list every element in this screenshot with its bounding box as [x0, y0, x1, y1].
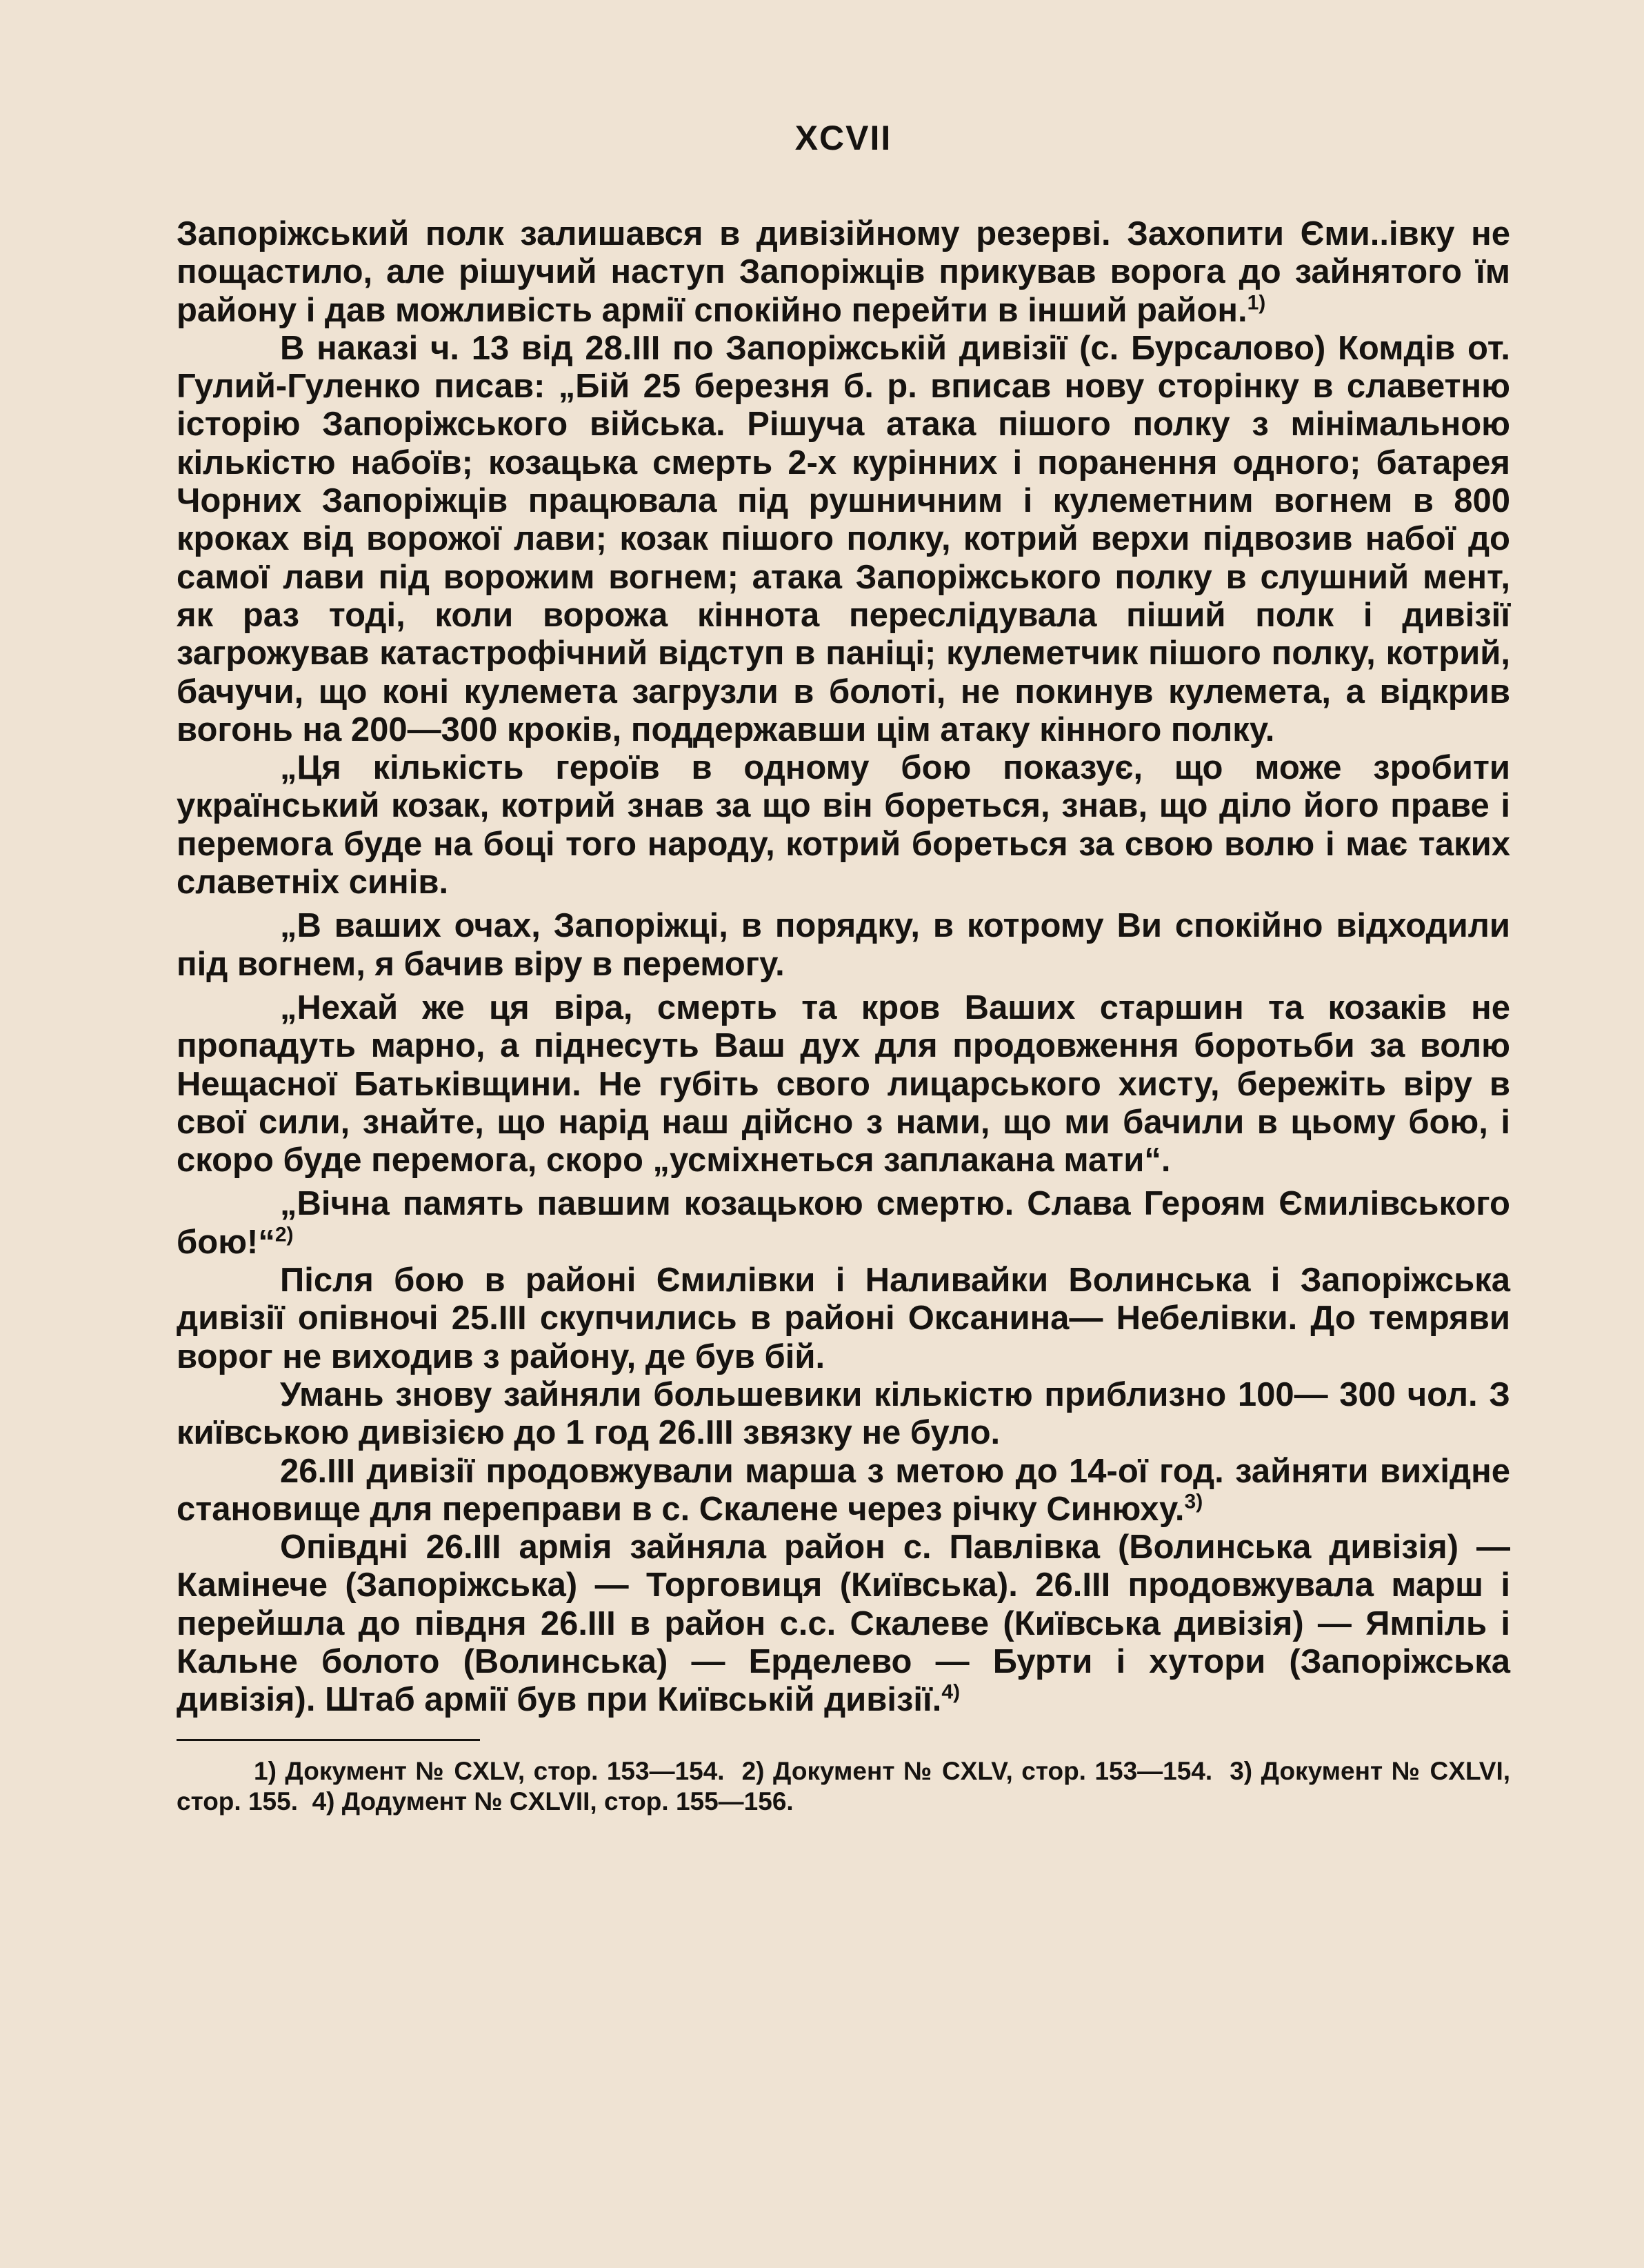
footnote-1: 1) Документ № CXLV, стор. 153—154.: [254, 1756, 725, 1785]
paragraph-1: Запоріжський полк залишався в дивізійному резерві. Захопити Єми..івку не пощастило, але рішучий наступ Запоріжців прикував ворога до зайнятого їм району і дав можливість армії спокійно перейти в інший район.$^{1)}$: [177, 215, 1510, 329]
footnote-ref-3[interactable]: 3): [1184, 1490, 1203, 1513]
footnote-2: 2) Документ № CXLV, стор. 153—154.: [741, 1756, 1213, 1785]
paragraph-6: „Вічна память павшим козацькою смертю. Слава Героям Ємилівського бою!“$^{2)}$: [177, 1185, 1510, 1261]
footnote-ref-2[interactable]: 2): [274, 1223, 294, 1246]
footnote-divider: [177, 1739, 480, 1741]
paragraph-3: „Ця кількість героїв в одному бою показує, що може зробити український козак, котрий знав за що він бореться, знав, що діло його праве і перемога буде на боці того народу, котрий бореться за свою волю і має таких славетніх синів.: [177, 749, 1510, 902]
paragraph-5: „Нехай же ця віра, смерть та кров Ваших старшин та козаків не пропадуть марно, а піднесуть Ваш дух для продовження боротьби за волю Нещасної Батьківщини. Не губіть свого лицарського хисту, бережіть віру в свої сили, знайте, що нарід наш дійсно з нами, що ми бачили в цьому бою, і скоро буде перемога, скоро „усміхнеться заплакана мати“.: [177, 988, 1510, 1180]
paragraph-4: „В ваших очах, Запоріжці, в порядку, в котрому Ви спокійно відходили під вогнем, я бачив віру в перемогу.: [177, 907, 1510, 983]
footnotes: [177, 1756, 1510, 1817]
paragraph-10: Опівдні 26.ІІІ армія зайняла район с. Павлівка (Волинська дивізія) — Камінече (Запоріжська) — Торговиця (Київська). 26.ІІІ продовжувала марш і перейшла до півдня 26.ІІІ в район с.с. Скалеве (Київська дивізія) — Ямпіль і Кальне болото (Волинська) — Ерделево — Бурти і хутори (Запоріжська дивізія). Штаб армії був при Київській дивізії.$^{4)}$: [177, 1529, 1510, 1719]
footnote-ref-1[interactable]: 1): [1247, 291, 1266, 315]
body-text: [177, 215, 1510, 1720]
footnote-3: 3) Документ № CXLVI, стор. 155.: [177, 1756, 1511, 1816]
paragraph-2: В наказі ч. 13 від 28.ІІІ по Запоріжській дивізії (с. Бурсалово) Комдів от. Гулий-Гуленко писав: „Бій 25 березня б. р. вписав нову сторінку в славетню історію Запоріжського війська. Рішуча атака пішого полку з мінімальною кількістю набоїв; козацька смерть 2-х курінних і поранення одного; батарея Чорних Запоріжців працювала під рушничним і кулеметним вогнем в 800 кроках від ворожої лави; козак пішого полку, котрий верхи підвозив набої до самої лави під ворожим вогнем; атака Запоріжського полку в слушний мент, як раз тоді, коли ворожа кіннота переслідувала піший полк і дивізії загрожував катастрофічний відступ в паніці; кулеметчик пішого полку, котрий, бачучи, що коні кулемета загрузли в болоті, не покинув кулемета, а відкрив вогонь на 200—300 кроків, поддержавши цім атаку кінного полку.: [177, 329, 1510, 748]
paragraph-8: Умань знову зайняли большевики кількістю приблизно 100— 300 чол. З київською дивізією до 1 год 26.ІІІ звязку не було.: [177, 1375, 1510, 1452]
page-number: XCVII: [794, 119, 892, 157]
paragraph-9: 26.ІІІ дивізії продовжували марша з метою до 14-ої год. зайняти вихідне становище для переправи в с. Скалене через річку Синюху.$^{3)}$: [177, 1452, 1510, 1528]
footnote-4: 4) Додумент № CXLVII, стор. 155—156.: [312, 1787, 794, 1816]
document-page: [177, 117, 1510, 1817]
footnote-ref-4[interactable]: 4): [941, 1680, 961, 1704]
paragraph-7: Після бою в районі Ємилівки і Наливайки Волинська і Запоріжська дивізії опівночі 25.ІІІ скупчились в районі Оксанина— Небелівки. До темряви ворог не виходив з району, де був бій.: [177, 1262, 1510, 1375]
